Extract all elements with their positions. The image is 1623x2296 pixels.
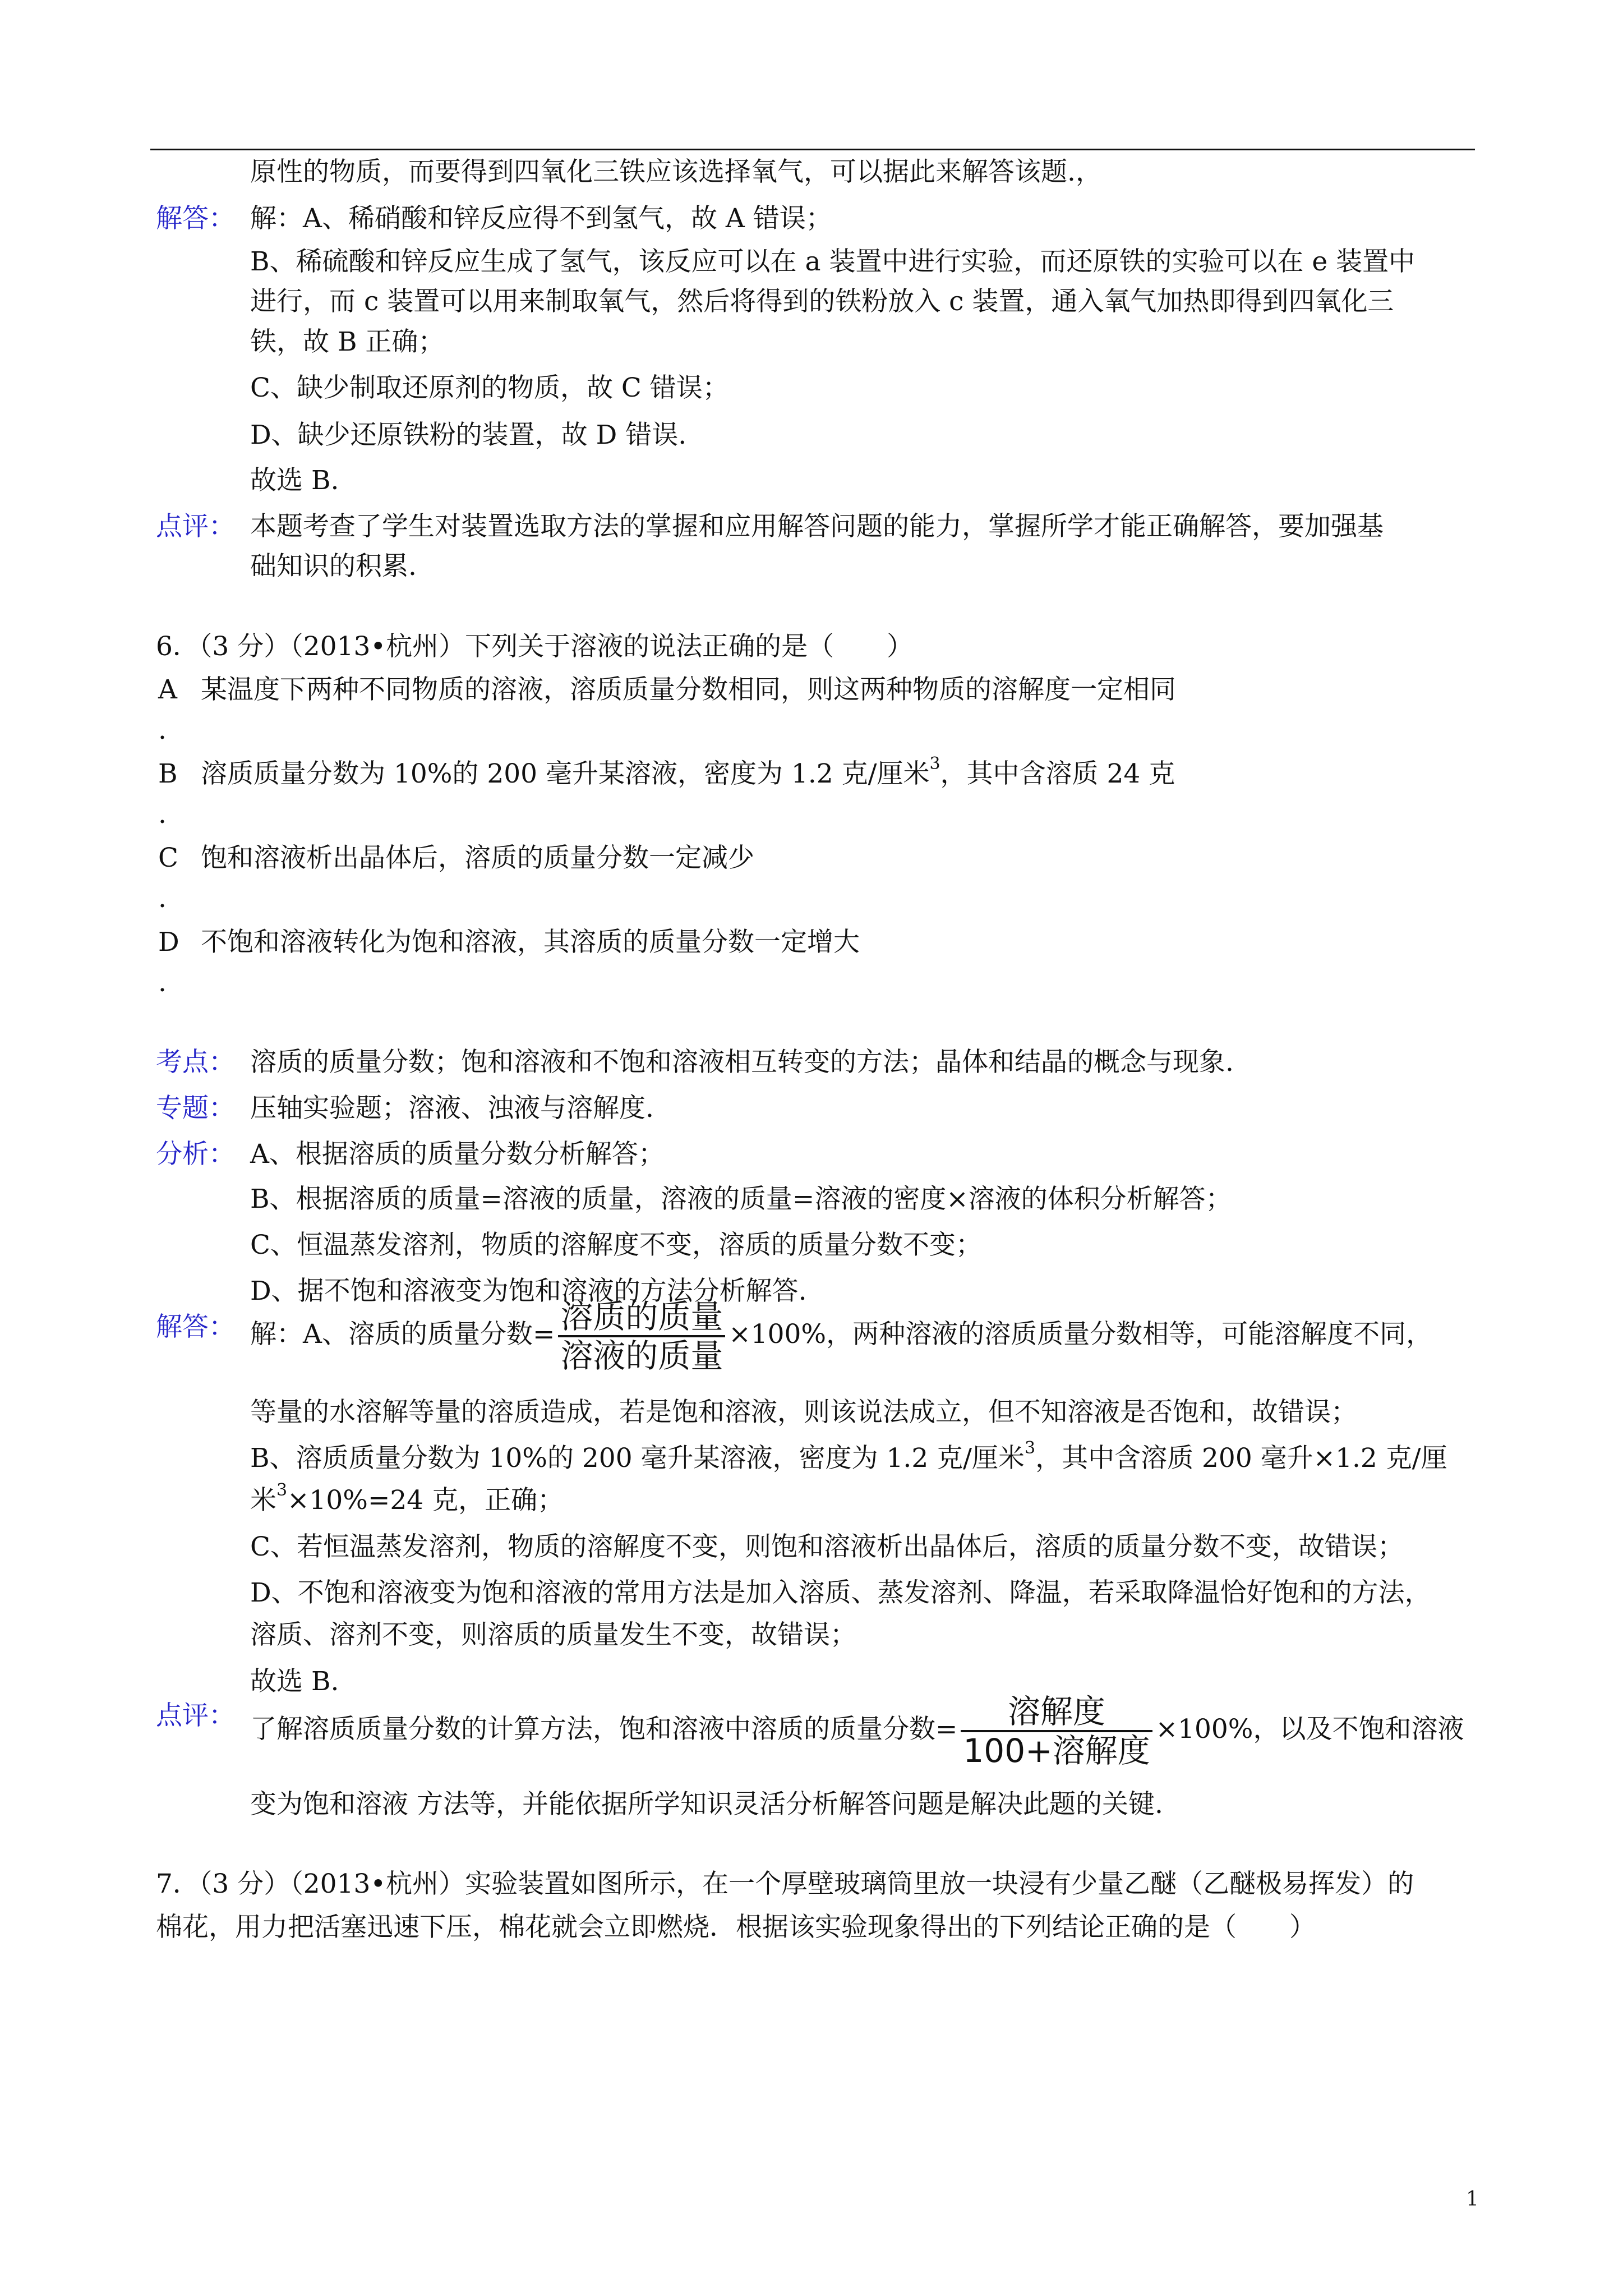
solution-line-with-fraction: 解：A、溶质的质量分数= $\frac{\text{溶质的质量}}{\text{溶液的质量}}$ ×100%，两种溶液的溶质质量分数相等，可能溶解度不同， bbox=[250, 1297, 1433, 1375]
question-stem: 7．（3 分）（2013•杭州）实验装置如图所示，在一个厚壁玻璃筒里放一块浸有少量乙醚（乙醚极易挥发）的 bbox=[156, 1869, 1414, 1899]
answer-label: 解答： bbox=[156, 203, 235, 234]
option-text: 溶质质量分数为 10%的 200 毫升某溶液，密度为 1.2 克/厘米$^3$，其中含溶质 24 克 bbox=[201, 754, 1175, 789]
analysis-continuation: 原性的物质，而要得到四氧化三铁应该选择氧气，可以据此来解答该题.， bbox=[250, 157, 1102, 187]
zhuanti-label: 专题： bbox=[156, 1093, 235, 1124]
solution-line: 等量的水溶解等量的溶质造成，若是饱和溶液，则该说法成立，但不知溶液是否饱和，故错误； bbox=[250, 1397, 1357, 1428]
superscript: 3 bbox=[929, 754, 940, 774]
comment-line-with-fraction: 了解溶质质量分数的计算方法，饱和溶液中溶质的质量分数= $\frac{\text{溶解度}}{\text{100+溶解度}}$ ×100%，以及不饱和溶液 bbox=[250, 1692, 1464, 1770]
kaodian-text: 溶质的质量分数；饱和溶液和不饱和溶液相互转变的方法；晶体和结晶的概念与现象. bbox=[250, 1047, 1234, 1078]
option-text: 饱和溶液析出晶体后，溶质的质量分数一定减少 bbox=[201, 843, 754, 873]
option-letter: A bbox=[158, 674, 177, 705]
answer-line: B、稀硫酸和锌反应生成了氢气，该反应可以在 a 装置中进行实验，而还原铁的实验可以在 e 装置中 bbox=[250, 246, 1415, 277]
jieda-label: 解答： bbox=[156, 1312, 235, 1342]
fenxi-label: 分析： bbox=[156, 1139, 235, 1170]
superscript: 3 bbox=[1025, 1438, 1036, 1458]
dianping-label: 点评： bbox=[156, 1700, 235, 1731]
solution-line: C、若恒温蒸发溶剂，物质的溶解度不变，则饱和溶液析出晶体后，溶质的质量分数不变，故错误； bbox=[250, 1531, 1404, 1562]
analysis-line: C、恒温蒸发溶剂，物质的溶解度不变，溶质的质量分数不变； bbox=[250, 1230, 982, 1260]
option-dot: . bbox=[158, 715, 167, 746]
answer-line: 进行，而 c 装置可以用来制取氧气，然后将得到的铁粉放入 c 装置，通入氧气加热即得到四氧化三 bbox=[250, 286, 1394, 317]
solution-line: 溶质、溶剂不变，则溶质的质量发生不变，故错误； bbox=[250, 1619, 856, 1650]
answer-line: 故选 B. bbox=[250, 465, 339, 496]
option-letter: C bbox=[158, 843, 178, 873]
option-text: 某温度下两种不同物质的溶液，溶质质量分数相同，则这两种物质的溶解度一定相同 bbox=[201, 674, 1176, 705]
question-stem: 6．（3 分）（2013•杭州）下列关于溶液的说法正确的是（ ） bbox=[156, 631, 914, 662]
analysis-line: A、根据溶质的质量分数分析解答； bbox=[250, 1139, 665, 1170]
header-rule bbox=[150, 149, 1475, 150]
comment-line: 础知识的积累. bbox=[250, 551, 417, 582]
answer-line: 铁，故 B 正确； bbox=[250, 326, 445, 357]
page-number: 1 bbox=[1466, 2188, 1479, 2211]
zhuanti-text: 压轴实验题；溶液、浊液与溶解度. bbox=[250, 1093, 654, 1124]
answer-line: C、缺少制取还原剂的物质，故 C 错误； bbox=[250, 372, 729, 403]
question-stem: 棉花，用力把活塞迅速下压，棉花就会立即燃烧．根据该实验现象得出的下列结论正确的是（ ） bbox=[156, 1912, 1316, 1943]
option-dot: . bbox=[158, 967, 167, 998]
answer-line: 解：A、稀硝酸和锌反应得不到氢气，故 A 错误； bbox=[250, 203, 832, 234]
option-dot: . bbox=[158, 883, 167, 914]
comment-line: 本题考查了学生对装置选取方法的掌握和应用解答问题的能力，掌握所学才能正确解答，要加强基 bbox=[250, 511, 1384, 542]
comment-label: 点评： bbox=[156, 511, 235, 542]
analysis-line: D、据不饱和溶液变为饱和溶液的方法分析解答. bbox=[250, 1276, 807, 1306]
saturated-fraction-formula: $\frac{\text{溶解度}}{\text{100+溶解度}}$ bbox=[961, 1693, 1152, 1769]
solution-line: 米$^3$×10%=24 克，正确； bbox=[250, 1480, 564, 1516]
mass-fraction-formula: $\frac{\text{溶质的质量}}{\text{溶液的质量}}$ bbox=[558, 1298, 725, 1374]
option-text: 不饱和溶液转化为饱和溶液，其溶质的质量分数一定增大 bbox=[201, 927, 860, 958]
comment-line: 变为饱和溶液 方法等，并能依据所学知识灵活分析解答问题是解决此题的关键. bbox=[250, 1789, 1163, 1820]
solution-line: 故选 B. bbox=[250, 1666, 339, 1697]
kaodian-label: 考点： bbox=[156, 1047, 235, 1078]
option-letter: B bbox=[158, 758, 178, 789]
option-letter: D bbox=[158, 927, 179, 958]
answer-line: D、缺少还原铁粉的装置，故 D 错误. bbox=[250, 420, 687, 450]
option-dot: . bbox=[158, 799, 167, 830]
analysis-line: B、根据溶质的质量=溶液的质量，溶液的质量=溶液的密度×溶液的体积分析解答； bbox=[250, 1184, 1232, 1214]
solution-line: B、溶质质量分数为 10%的 200 毫升某溶液，密度为 1.2 克/厘米$^3$，其中含溶质 200 毫升×1.2 克/厘 bbox=[250, 1438, 1447, 1474]
superscript: 3 bbox=[276, 1480, 288, 1500]
solution-line: D、不饱和溶液变为饱和溶液的常用方法是加入溶质、蒸发溶剂、降温，若采取降温恰好饱和的方法， bbox=[250, 1577, 1431, 1608]
